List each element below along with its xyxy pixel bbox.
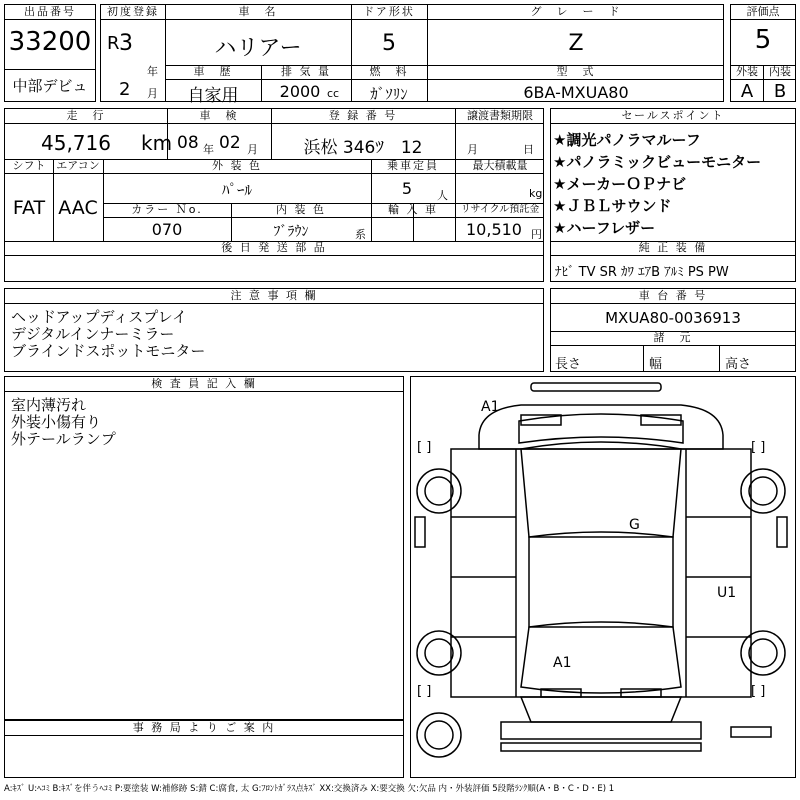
- car-diagram-box: [410, 376, 796, 778]
- svg-text:[ ]: [ ]: [417, 684, 432, 699]
- chassis-value: MXUA80-0036913: [605, 309, 741, 327]
- year-unit: 年: [147, 65, 158, 78]
- right-panels: [686, 517, 751, 637]
- transfer-day: 日: [523, 143, 534, 156]
- reg-label: 登 録 番 号: [328, 109, 398, 122]
- equipment-label: 純 正 装 備: [638, 241, 708, 254]
- length-label: 長さ: [555, 357, 582, 372]
- inspector-line: 外装小傷有り: [11, 413, 102, 431]
- caution-line: デジタルインナーミラー: [11, 325, 175, 343]
- mileage-value: 45,716: [41, 131, 111, 155]
- hitch: [731, 727, 771, 737]
- load-unit: kg: [529, 187, 543, 200]
- sales-label: セールスポイント: [551, 109, 795, 124]
- int-color-value: ﾌﾞﾗｳﾝ: [273, 224, 309, 240]
- mirror-left: [415, 517, 425, 547]
- height-label: 高さ: [725, 357, 752, 372]
- history-label: 車 歴: [193, 65, 233, 78]
- wheel-rear-left: [417, 631, 461, 675]
- insp-month: 02: [219, 133, 241, 153]
- rear-hatch: [521, 697, 681, 722]
- model-value: 6BA-MXUA80: [523, 83, 629, 102]
- int-color-suffix: 系: [355, 228, 366, 241]
- wheel-front-right: [741, 469, 785, 513]
- inspection-label: 車 検: [199, 109, 239, 122]
- recycle-label: リサイクル預託金: [460, 204, 540, 215]
- capacity-label: 乗車定員: [387, 159, 439, 172]
- capacity-unit: 人: [437, 189, 448, 202]
- caution-line: ヘッドアップディスプレイ: [11, 308, 187, 326]
- chassis-box: [550, 288, 796, 372]
- transfer-month: 月: [467, 143, 478, 156]
- model-label: 型 式: [556, 65, 596, 78]
- damage-mark: G: [629, 517, 640, 533]
- lot-box: [4, 4, 96, 102]
- displacement-value: 2000: [279, 82, 321, 101]
- interior-label: 内装: [769, 65, 791, 78]
- displacement-label: 排 気 量: [281, 65, 331, 78]
- sales-box: [550, 108, 796, 282]
- door-label: ドア形状: [363, 5, 415, 18]
- capacity-value: 5: [401, 179, 413, 198]
- svg-text:[ ]: [ ]: [751, 684, 766, 699]
- ac-label: エアコン: [56, 159, 100, 172]
- lot-number: 33200: [8, 27, 92, 57]
- svg-text:[ ]: [ ]: [751, 440, 766, 455]
- car-name: ハリアー: [214, 36, 302, 61]
- first-reg-label: 初度登録: [107, 5, 159, 18]
- rear-bumper: [501, 722, 701, 739]
- score-box: [730, 4, 796, 102]
- rear-step: [501, 743, 701, 751]
- left-panels: [451, 517, 516, 637]
- inspector-label: 検 査 員 記 入 欄: [5, 377, 403, 392]
- wheel-front-left: [417, 469, 461, 513]
- front-bumper: [531, 383, 661, 391]
- exterior-value: A: [740, 81, 754, 102]
- insp-month-unit: 月: [247, 143, 258, 156]
- month-unit: 月: [147, 87, 158, 100]
- year-value: 3: [119, 31, 133, 56]
- damage-mark: U1: [717, 585, 737, 601]
- history-value: 自家用: [187, 86, 239, 106]
- int-color-label: 内 装 色: [276, 203, 326, 216]
- roof: [529, 537, 673, 627]
- recycle-value: 10,510: [466, 220, 522, 239]
- color-no-value: 070: [151, 220, 183, 239]
- inspector-box: [4, 376, 404, 720]
- era: R: [107, 33, 120, 54]
- reg-value: 浜松 346ﾂ 12: [303, 138, 423, 158]
- spare-wheel: [417, 713, 461, 757]
- rear-window: [521, 622, 681, 693]
- body-outline: [451, 449, 751, 697]
- shift-value: FAT: [12, 197, 46, 219]
- transfer-label: 譲渡書類期限: [467, 109, 533, 122]
- import-label: 輸 入 車: [388, 203, 438, 216]
- load-label: 最大積載量: [472, 159, 528, 172]
- office-box: [4, 720, 404, 778]
- month-value: 2: [119, 79, 131, 100]
- specs-label: 諸 元: [653, 331, 693, 344]
- car-name-label: 車 名: [238, 5, 278, 18]
- insp-year-unit: 年: [203, 143, 214, 156]
- damage-mark: A1: [481, 399, 500, 415]
- sales-point: ★調光パノラマルーフ: [553, 131, 701, 149]
- ac-value: AAC: [58, 197, 98, 219]
- mirror-right: [777, 517, 787, 547]
- door-value: 5: [382, 31, 396, 56]
- ext-color-value: ﾊﾟｰﾙ: [221, 181, 252, 199]
- exterior-label: 外装: [736, 65, 758, 78]
- caution-label: 注 意 事 項 欄: [5, 289, 543, 304]
- inspector-line: 室内薄汚れ: [11, 396, 87, 414]
- chassis-label: 車 台 番 号: [551, 289, 795, 304]
- interior-value: B: [773, 81, 787, 102]
- fuel-label: 燃 料: [369, 65, 409, 78]
- front-grille: [519, 414, 683, 443]
- later-parts-label: 後 日 発 送 部 品: [221, 241, 327, 254]
- lot-label: 出品番号: [5, 5, 95, 20]
- insp-year: 08: [177, 133, 199, 153]
- mileage-unit: km: [141, 131, 173, 155]
- svg-text:[ ]: [ ]: [417, 440, 432, 455]
- caution-box: [4, 288, 544, 372]
- detail-box: [4, 108, 544, 282]
- vehicle-info-box: [100, 4, 724, 106]
- ext-color-label: 外 装 色: [212, 159, 262, 172]
- damage-mark: A1: [553, 655, 572, 671]
- legend: A:ｷｽﾞ U:ﾍｺﾐ B:ｷｽﾞを伴うﾍｺﾐ P:要塗装 W:補修跡 S:錆 C:腐食, 太 G:ﾌﾛﾝﾄｶﾞﾗｽ点ｷｽﾞ XX:交換済み X:要交換 欠:欠品 内・外装評価 5段階ﾗﾝｸ順(A・B・C・D・E) 1: [4, 784, 615, 794]
- office-label: 事 務 局 よ り ご 案 内: [5, 721, 403, 736]
- sales-point: ★メーカーＯＰナビ: [553, 175, 687, 193]
- inspector-line: 外テールランプ: [11, 430, 116, 448]
- sales-point: ★ハーフレザー: [553, 219, 656, 237]
- fuel-value: ｶﾞｿﾘﾝ: [370, 85, 408, 103]
- score-label: 評価点: [731, 5, 795, 20]
- shift-label: シフト: [12, 159, 46, 172]
- recycle-unit: 円: [531, 228, 542, 241]
- pillars: [516, 449, 686, 697]
- grade-value: Z: [568, 31, 584, 56]
- equipment-items: ﾅﾋﾞ TV SR ｶﾜ ｴｱB ｱﾙﾐ PS PW: [555, 265, 729, 280]
- sales-point: ★パノラミックビューモニター: [553, 153, 762, 171]
- caution-line: ブラインドスポットモニター: [11, 342, 206, 360]
- debut-label: 中部デビュ: [12, 77, 88, 95]
- grade-label: グ レ ー ド: [530, 5, 622, 18]
- windshield: [521, 442, 681, 537]
- sales-point: ★ＪＢＬサウンド: [553, 197, 672, 215]
- color-no-label: カラー Ｎo.: [131, 203, 203, 216]
- displacement-unit: cc: [327, 87, 340, 100]
- mileage-label: 走 行: [66, 109, 106, 122]
- wheel-rear-right: [741, 631, 785, 675]
- width-label: 幅: [649, 357, 663, 372]
- score-value: 5: [754, 25, 772, 55]
- car-diagram: [411, 377, 795, 777]
